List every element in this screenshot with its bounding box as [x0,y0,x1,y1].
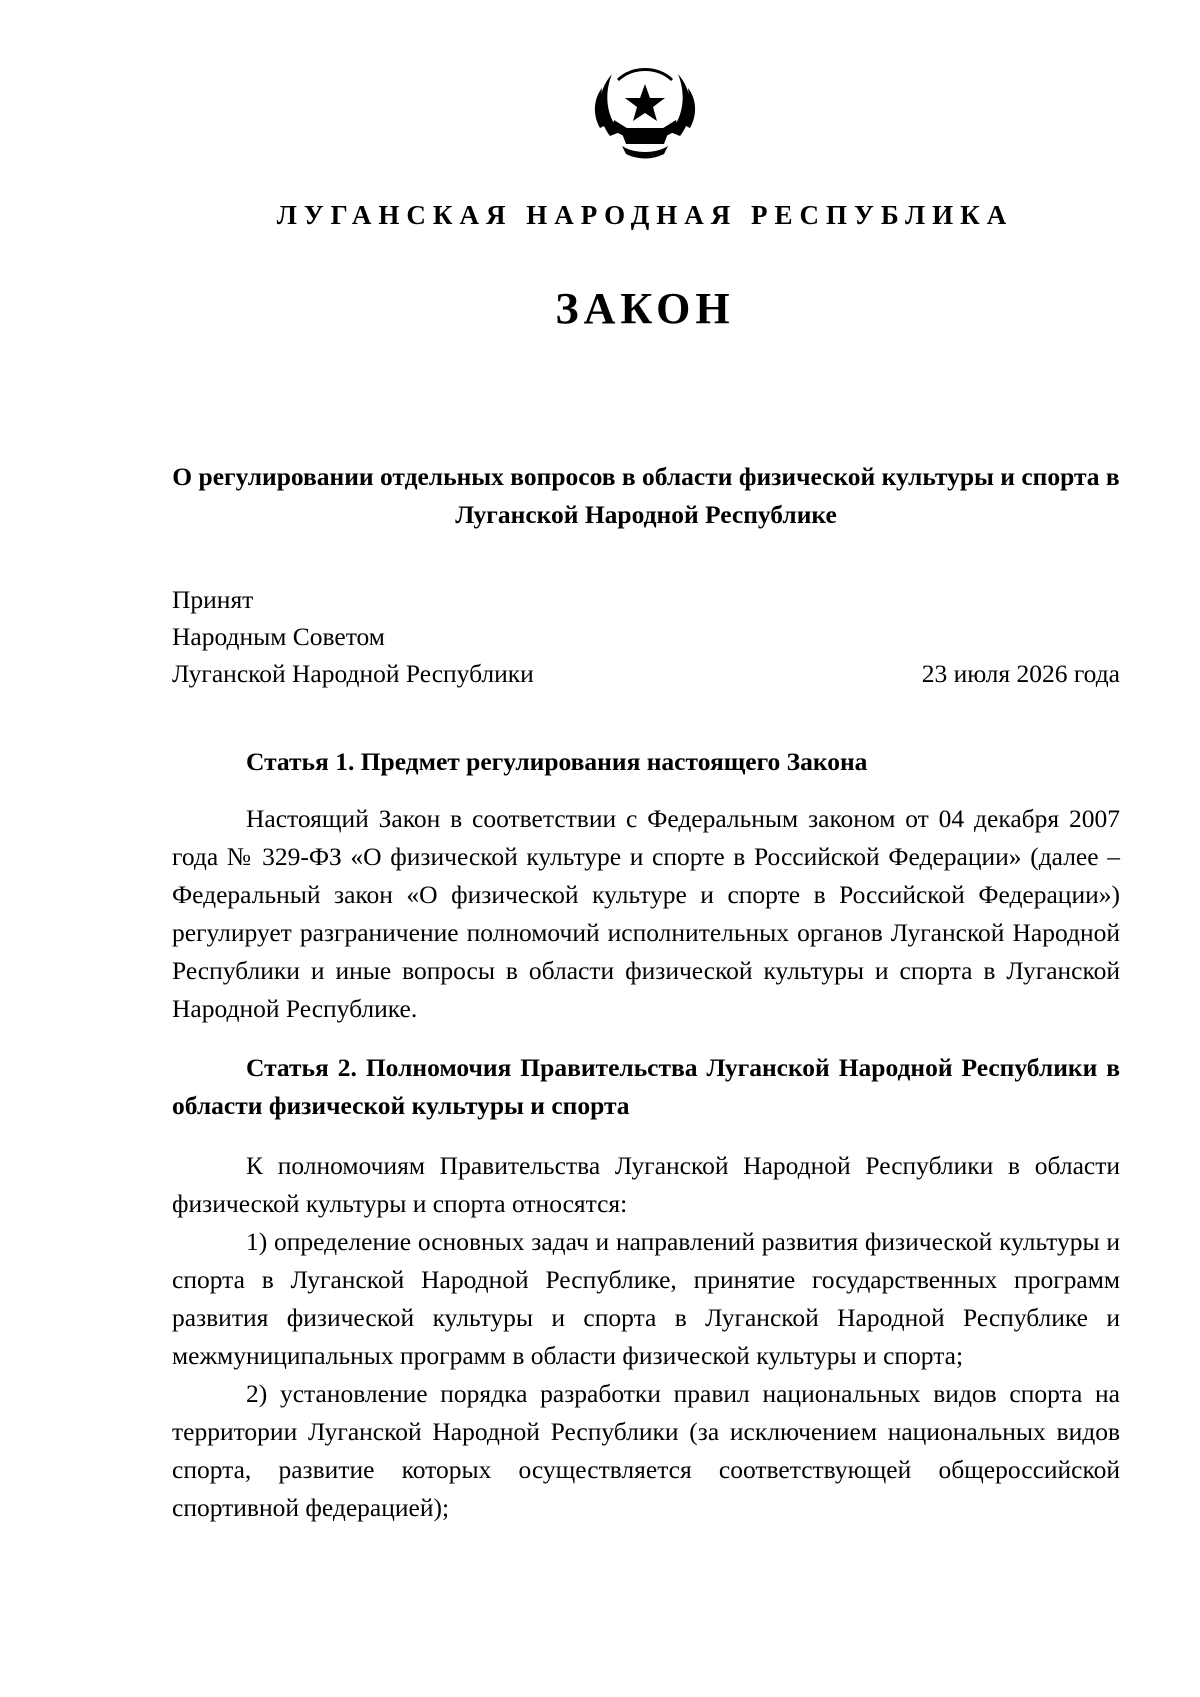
adoption-date: 23 июля 2026 года [921,659,1120,688]
article-2-item-2: 2) установление порядка разработки правил национальных видов спорта на территории Луганской Народной Республики (за исключением национальных видов спорта, развитие которых осуществляется соответствующей общероссийской спортивной федерацией); [172,1379,1120,1522]
republic-name: ЛУГАНСКАЯ НАРОДНАЯ РЕСПУБЛИКА [276,200,1014,230]
adoption-body: Луганской Народной Республики [172,659,534,688]
article-1-heading: Статья 1. Предмет регулирования настоящего Закона [246,747,868,776]
adoption-line-3 [172,655,1120,692]
article-2-body [172,1147,1120,1527]
article-2-intro: К полномочиям Правительства Луганской Народной Республики в области физической культуры и спорта относятся: [172,1151,1120,1218]
emblem-icon [590,58,700,163]
adoption-block [172,581,1120,692]
adoption-line-2: Народным Советом [172,622,385,651]
law-title: О регулировании отдельных вопросов в области физической культуры и спорта в Луганской Народной Республике [172,462,1120,529]
document-type: ЗАКОН [555,284,735,333]
article-1-text: Настоящий Закон в соответствии с Федеральным законом от 04 декабря 2007 года № 329-ФЗ «О физической культуре и спорте в Российской Федерации» (далее – Федеральный закон «О физической культуре и спорте в Российской Федерации») регулирует разграничение полномочий исполнительных органов Луганской Народной Республики и иные вопросы в области физической культуры и спорта в Луганской Народной Республике. [172,804,1120,1023]
article-2-heading: Статья 2. Полномочия Правительства Луганской Народной Республики в области физической культуры и спорта [172,1053,1120,1120]
adoption-line-1: Принят [172,585,254,614]
article-2-item-1: 1) определение основных задач и направлений развития физической культуры и спорта в Луганской Народной Республике, принятие государственных программ развития физической культуры и спорта в Луганской Народной Республике и межмуниципальных программ в области физической культуры и спорта; [172,1227,1120,1370]
